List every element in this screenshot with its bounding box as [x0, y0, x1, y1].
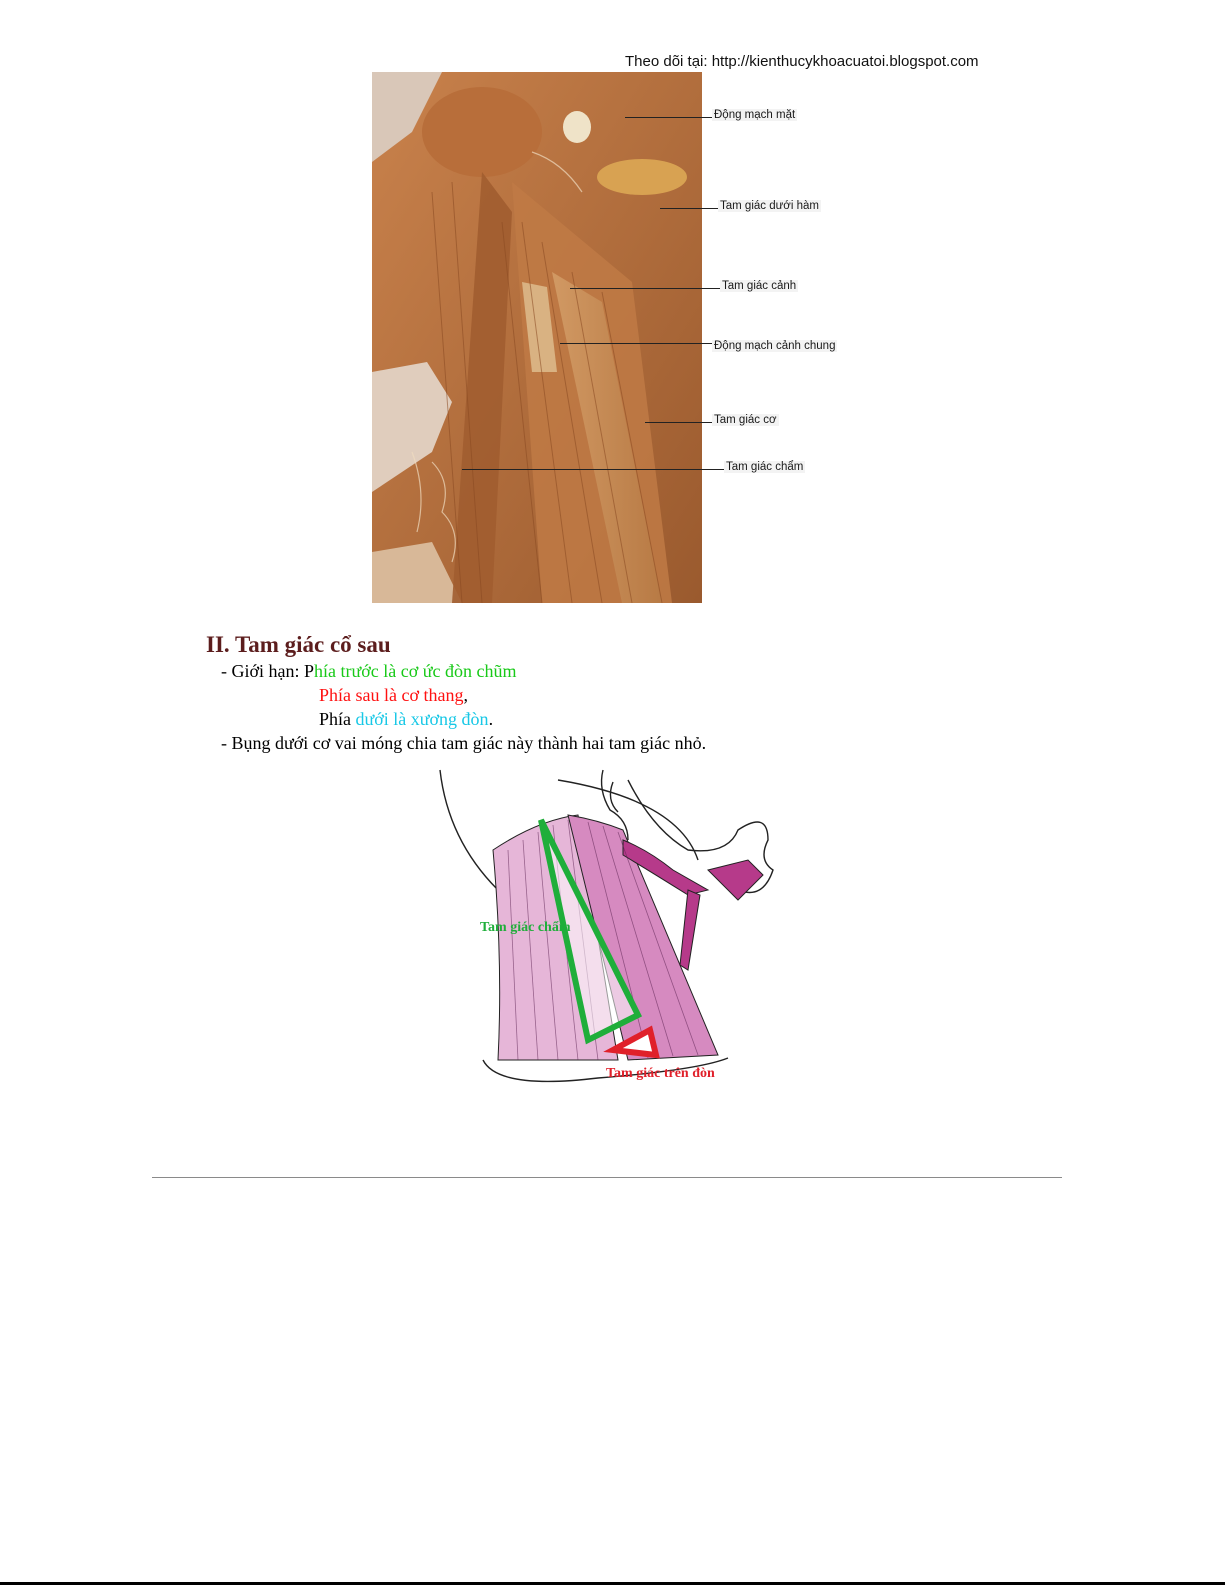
dissection-photo — [372, 72, 702, 603]
label-dong-mach-mat: Động mạch mặt — [714, 109, 796, 121]
limits-line-front — [221, 660, 517, 682]
neck-triangle-diagram — [438, 760, 783, 1090]
label-supraclavicular-triangle: Tam giác trên đòn — [606, 1066, 715, 1081]
limits-front-text: hía trước là cơ ức đòn chũm — [314, 661, 517, 681]
limits-below-prefix: Phía — [319, 709, 356, 729]
callout-line-3 — [570, 288, 720, 289]
label-tam-giac-co: Tam giác cơ — [714, 414, 777, 426]
limits-prefix: - Giới hạn: P — [221, 661, 315, 681]
limits-below-period: . — [488, 709, 494, 729]
callout-line-1 — [625, 117, 712, 118]
limits-line-back — [319, 684, 468, 706]
callout-line-4 — [560, 343, 712, 344]
section-heading: II. Tam giác cổ sau — [206, 632, 391, 657]
dissection-photo-drawing — [372, 72, 702, 603]
label-tam-giac-cham: Tam giác chẩm — [726, 461, 804, 473]
belly-note: - Bụng dưới cơ vai móng chia tam giác này thành hai tam giác nhỏ. — [221, 733, 707, 753]
label-tam-giac-canh: Tam giác cảnh — [722, 280, 797, 292]
header-source-url: Theo dõi tại: http://kienthucykhoacuatoi.blogspot.com — [625, 53, 979, 70]
footer-divider — [152, 1177, 1062, 1178]
callout-line-2 — [660, 208, 718, 209]
callout-line-5 — [645, 422, 712, 423]
label-tam-giac-duoi-ham: Tam giác dưới hàm — [720, 200, 819, 212]
callout-line-6 — [462, 469, 724, 470]
label-occipital-triangle: Tam giác chẩm — [480, 920, 571, 935]
limits-back-text: Phía sau là cơ thang — [319, 685, 464, 705]
limits-back-comma: , — [463, 685, 468, 705]
limits-below-text: dưới là xương đòn — [355, 709, 489, 729]
limits-line-below — [319, 708, 493, 730]
label-dong-mach-canh-chung: Động mạch cảnh chung — [714, 340, 836, 352]
